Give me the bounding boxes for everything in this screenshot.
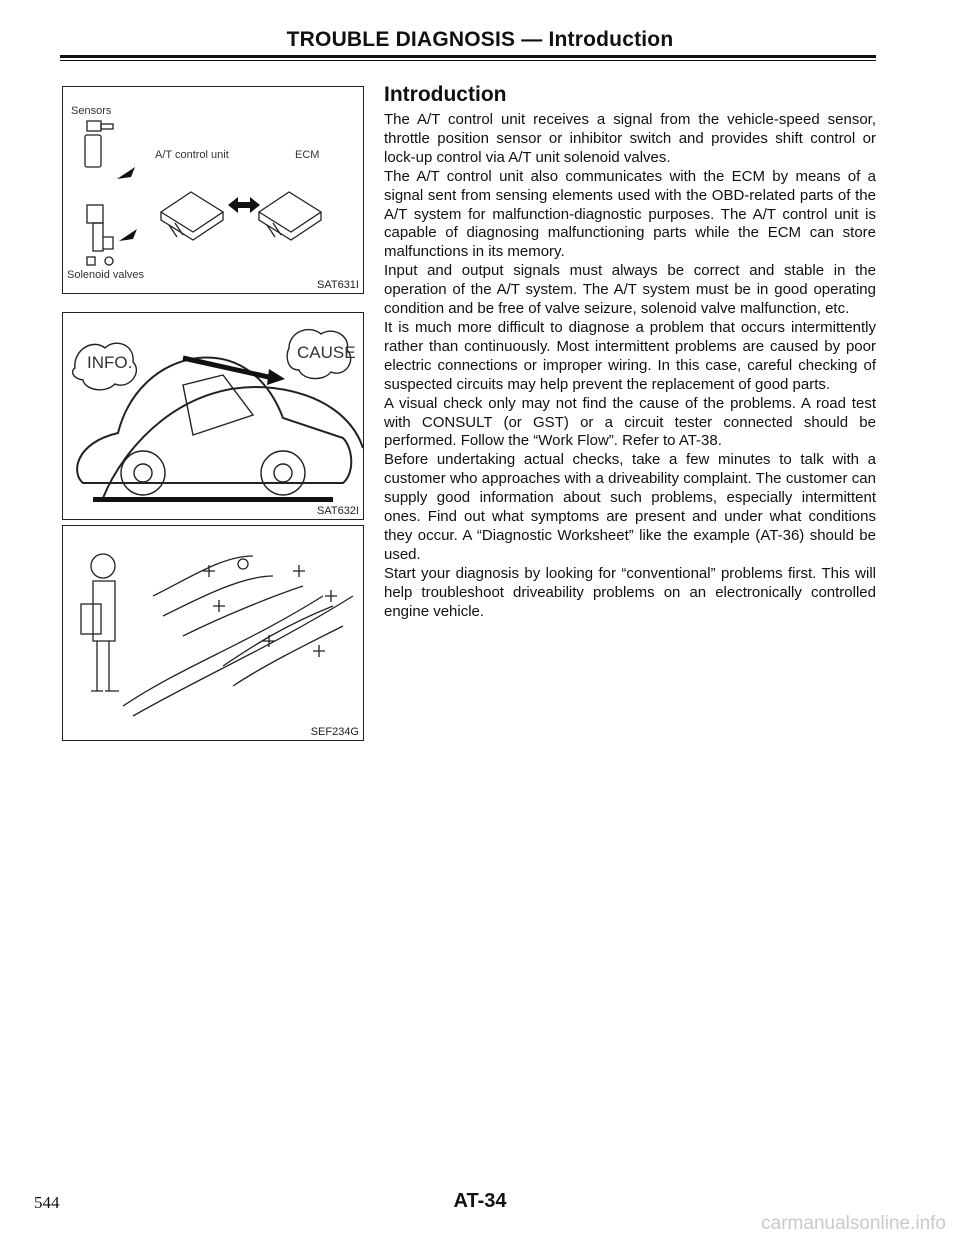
sensors-label: Sensors bbox=[71, 105, 112, 117]
figure-info-cause-car bbox=[62, 312, 364, 520]
wiring-inspection-illustration bbox=[63, 526, 363, 740]
figure-code: SAT631I bbox=[317, 279, 359, 291]
page-header-title: TROUBLE DIAGNOSIS — Introduction bbox=[286, 28, 674, 51]
header-rule-thick bbox=[60, 55, 876, 58]
paragraph: Before undertaking actual checks, take a few minutes to talk with a customer who approaches with a driveability complaint. The customer can supply good information about such problems, especially intermittent ones. Find out what symptoms are present and under what conditions they occur. A “Diagnostic Worksheet” like the example (AT-36) should be used. bbox=[384, 451, 876, 563]
paragraph: A visual check only may not find the cause of the problems. A road test with CONSULT (or GST) or a circuit tester connected should be performed. Follow the “Work Flow”. Refer to AT-38. bbox=[384, 394, 876, 450]
figure-wiring-person bbox=[62, 525, 364, 741]
paragraph: Start your diagnosis by looking for “conventional” problems first. This will help troubleshoot driveability problems on an electronically controlled engine vehicle. bbox=[384, 564, 876, 620]
figure-code: SAT632I bbox=[317, 505, 359, 517]
page-number: 544 bbox=[34, 1193, 60, 1212]
cause-bubble-label: CAUSE bbox=[297, 343, 356, 362]
watermark: carmanualsonline.info bbox=[761, 1213, 946, 1234]
introduction-body bbox=[384, 111, 876, 621]
info-bubble-label: INFO. bbox=[87, 353, 133, 372]
header-rule-thin bbox=[60, 60, 876, 61]
page-label: AT-34 bbox=[453, 1190, 507, 1212]
figure-code: SEF234G bbox=[310, 726, 359, 738]
figure-sensor-diagram bbox=[62, 86, 364, 294]
paragraph: It is much more difficult to diagnose a problem that occurs intermittently rather than continuously. Most intermittent problems are caused by poor electric connections or improper wiring. In this case, careful checking of suspected circuits may help prevent the replacement of good parts. bbox=[384, 318, 876, 393]
sensor-diagram-illustration bbox=[63, 87, 363, 293]
section-title: Introduction bbox=[384, 83, 507, 106]
at-control-unit-label: A/T control unit bbox=[155, 149, 229, 161]
ecm-label: ECM bbox=[295, 149, 320, 161]
paragraph: The A/T control unit receives a signal from the vehicle-speed sensor, throttle position sensor or inhibitor switch and provides shift control or lock-up control via A/T unit solenoid valves. bbox=[384, 111, 876, 166]
paragraph: The A/T control unit also communicates with the ECM by means of a signal sent from sensing elements used with the OBD-related parts of the A/T system for malfunction-diagnostic purposes. The A/T control unit is capable of diagnosing malfunctioning parts while the ECM can store malfunctions in its memory. bbox=[384, 167, 876, 261]
solenoid-valves-label: Solenoid valves bbox=[67, 269, 145, 281]
paragraph: Input and output signals must always be correct and stable in the operation of the A/T system. The A/T system must be in good operating condition and be free of valve seizure, solenoid valve malfunction, etc. bbox=[384, 262, 876, 318]
